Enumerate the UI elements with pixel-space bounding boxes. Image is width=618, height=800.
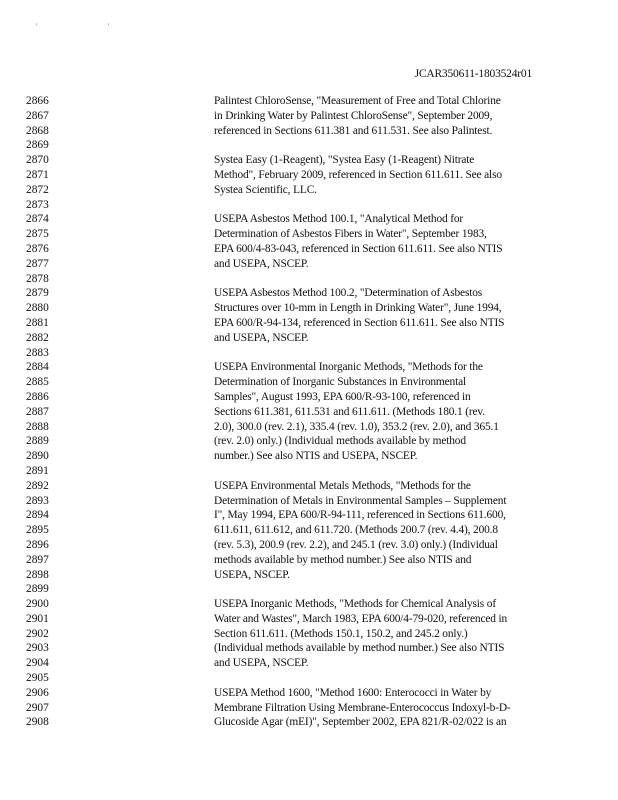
line-number: 2872 — [26, 183, 49, 196]
line-text: EPA 600/R-94-134, referenced in Section 611.611. See also NTIS — [214, 316, 505, 329]
text-line — [26, 212, 586, 227]
line-number: 2902 — [26, 627, 49, 640]
line-number: 2903 — [26, 642, 49, 655]
line-number: 2873 — [26, 198, 49, 211]
text-line — [26, 375, 586, 390]
line-number: 2877 — [26, 257, 49, 270]
line-text: EPA 600/4-83-043, referenced in Section 611.611. See also NTIS — [214, 242, 503, 255]
text-line — [26, 346, 586, 361]
line-text: 611.611, 611.612, and 611.720. (Methods 200.7 (rev. 4.4), 200.8 — [214, 524, 498, 537]
line-text: Systea Easy (1-Reagent), "Systea Easy (1-Reagent) Nitrate — [214, 154, 475, 167]
line-number: 2896 — [26, 538, 49, 551]
line-number: 2869 — [26, 139, 49, 152]
line-text: and USEPA, NSCEP. — [214, 331, 309, 344]
text-line — [26, 715, 586, 730]
text-line — [26, 656, 586, 671]
line-text: 2.0), 300.0 (rev. 2.1), 335.4 (rev. 1.0), 353.2 (rev. 2.0), and 365.1 — [214, 420, 499, 433]
scan-corner-marks: ' ' — [36, 22, 144, 32]
text-line — [26, 671, 586, 686]
text-line — [26, 449, 586, 464]
line-text: USEPA Environmental Inorganic Methods, "Methods for the — [214, 361, 483, 374]
text-line — [26, 420, 586, 435]
line-text: USEPA Environmental Metals Methods, "Methods for the — [214, 479, 471, 492]
text-line — [26, 538, 586, 553]
line-text: Glucoside Agar (mEI)", September 2002, EPA 821/R-02/022 is an — [214, 716, 507, 729]
line-number: 2908 — [26, 716, 49, 729]
line-text: I", May 1994, EPA 600/R-94-111, referenced in Sections 611.600, — [214, 509, 506, 522]
line-number: 2893 — [26, 494, 49, 507]
line-number: 2890 — [26, 450, 49, 463]
text-line — [26, 183, 586, 198]
text-line — [26, 508, 586, 523]
line-number: 2870 — [26, 154, 49, 167]
text-line — [26, 227, 586, 242]
text-line — [26, 523, 586, 538]
line-number: 2897 — [26, 553, 49, 566]
line-number: 2899 — [26, 583, 49, 596]
text-line — [26, 331, 586, 346]
text-line — [26, 153, 586, 168]
numbered-text-body — [26, 94, 586, 730]
line-number: 2879 — [26, 287, 49, 300]
line-text: Determination of Asbestos Fibers in Water", September 1983, — [214, 228, 487, 241]
text-line — [26, 286, 586, 301]
text-line — [26, 612, 586, 627]
line-number: 2891 — [26, 464, 49, 477]
text-line — [26, 360, 586, 375]
line-text: referenced in Sections 611.381 and 611.531. See also Palintest. — [214, 124, 493, 137]
line-text: Determination of Metals in Environmental Samples – Supplement — [214, 494, 507, 507]
line-number: 2904 — [26, 657, 49, 670]
line-text: Sections 611.381, 611.531 and 611.611. (Methods 180.1 (rev. — [214, 405, 485, 418]
line-number: 2906 — [26, 686, 49, 699]
text-line — [26, 686, 586, 701]
line-text: number.) See also NTIS and USEPA, NSCEP. — [214, 450, 418, 463]
text-line — [26, 434, 586, 449]
line-text: Membrane Filtration Using Membrane-Enterococcus Indoxyl-b-D- — [214, 701, 511, 714]
line-number: 2905 — [26, 672, 49, 685]
line-number: 2895 — [26, 524, 49, 537]
text-line — [26, 272, 586, 287]
text-line — [26, 553, 586, 568]
text-line — [26, 109, 586, 124]
text-line — [26, 390, 586, 405]
line-number: 2867 — [26, 109, 49, 122]
line-number: 2881 — [26, 316, 49, 329]
text-line — [26, 568, 586, 583]
text-line — [26, 641, 586, 656]
text-line — [26, 701, 586, 716]
line-text: Samples", August 1993, EPA 600/R-93-100, referenced in — [214, 390, 471, 403]
text-line — [26, 94, 586, 109]
text-line — [26, 479, 586, 494]
line-text: USEPA Asbestos Method 100.1, "Analytical Method for — [214, 213, 464, 226]
line-number: 2866 — [26, 95, 49, 107]
line-text: Section 611.611. (Methods 150.1, 150.2, and 245.2 only.) — [214, 627, 468, 640]
line-text: Water and Wastes", March 1983, EPA 600/4-79-020, referenced in — [214, 612, 508, 625]
line-number: 2868 — [26, 124, 49, 137]
line-number: 2884 — [26, 361, 49, 374]
text-line — [26, 168, 586, 183]
text-line — [26, 257, 586, 272]
document-id-header: JCAR350611-1803524r01 — [414, 68, 532, 80]
text-line — [26, 597, 586, 612]
line-number: 2885 — [26, 376, 49, 389]
line-text: Systea Scientific, LLC. — [214, 183, 317, 196]
line-number: 2888 — [26, 420, 49, 433]
line-number: 2889 — [26, 435, 49, 448]
line-text: Method", February 2009, referenced in Section 611.611. See also — [214, 168, 502, 181]
text-line — [26, 301, 586, 316]
line-number: 2886 — [26, 390, 49, 403]
line-text: and USEPA, NSCEP. — [214, 257, 309, 270]
line-number: 2875 — [26, 228, 49, 241]
text-line — [26, 242, 586, 257]
line-text: USEPA Inorganic Methods, "Methods for Chemical Analysis of — [214, 598, 496, 611]
line-number: 2907 — [26, 701, 49, 714]
line-number: 2878 — [26, 272, 49, 285]
line-number: 2874 — [26, 213, 49, 226]
line-text: in Drinking Water by Palintest ChloroSense", September 2009, — [214, 109, 493, 122]
text-line — [26, 138, 586, 153]
line-text: Determination of Inorganic Substances in Environmental — [214, 376, 467, 389]
line-number: 2901 — [26, 612, 49, 625]
line-text: Structures over 10-mm in Length in Drinking Water", June 1994, — [214, 302, 502, 315]
text-line — [26, 198, 586, 213]
line-text: USEPA Method 1600, "Method 1600: Enterococci in Water by — [214, 686, 492, 699]
line-text: (rev. 5.3), 200.9 (rev. 2.2), and 245.1 (rev. 3.0) only.) (Individual — [214, 538, 498, 551]
line-number: 2898 — [26, 568, 49, 581]
line-text: methods available by method number.) See also NTIS and — [214, 553, 472, 566]
line-text: (Individual methods available by method number.) See also NTIS — [214, 642, 505, 655]
text-line — [26, 627, 586, 642]
line-text: USEPA, NSCEP. — [214, 568, 290, 581]
line-number: 2892 — [26, 479, 49, 492]
line-text: USEPA Asbestos Method 100.2, "Determination of Asbestos — [214, 287, 483, 300]
text-line — [26, 494, 586, 509]
line-text: Palintest ChloroSense, "Measurement of Free and Total Chlorine — [214, 95, 501, 107]
line-number: 2871 — [26, 168, 49, 181]
text-line — [26, 582, 586, 597]
text-line — [26, 464, 586, 479]
line-number: 2882 — [26, 331, 49, 344]
line-text: and USEPA, NSCEP. — [214, 657, 309, 670]
text-line — [26, 124, 586, 139]
line-number: 2876 — [26, 242, 49, 255]
line-number: 2894 — [26, 509, 49, 522]
line-number: 2880 — [26, 302, 49, 315]
text-line — [26, 405, 586, 420]
line-number: 2883 — [26, 346, 49, 359]
text-line — [26, 316, 586, 331]
line-text: (rev. 2.0) only.) (Individual methods available by method — [214, 435, 466, 448]
line-number: 2900 — [26, 598, 49, 611]
line-number: 2887 — [26, 405, 49, 418]
